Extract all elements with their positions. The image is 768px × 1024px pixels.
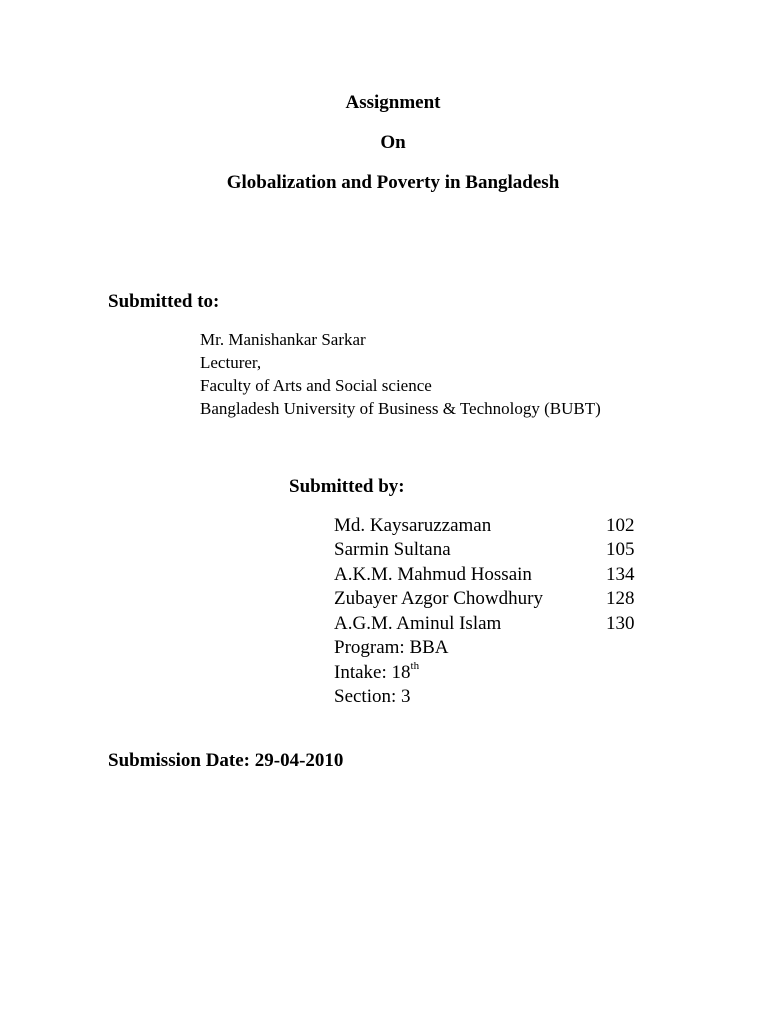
lecturer-name: Mr. Manishankar Sarkar (200, 330, 366, 349)
lecturer-university: Bangladesh University of Business & Technology (BUBT) (200, 399, 601, 418)
submitted-by-heading: Submitted by: (289, 476, 405, 497)
section: Section: 3 (334, 686, 411, 707)
member-name: Zubayer Azgor Chowdhury (334, 588, 543, 609)
lecturer-faculty: Faculty of Arts and Social science (200, 376, 432, 395)
program: Program: BBA (334, 637, 449, 658)
member-roll: 128 (606, 588, 635, 609)
member-roll: 134 (606, 564, 635, 585)
intake-label: Intake: 18 (334, 662, 411, 683)
intake (334, 661, 419, 685)
submitted-to-heading: Submitted to: (108, 291, 220, 312)
member-roll: 102 (606, 515, 635, 536)
member-name: Sarmin Sultana (334, 539, 451, 560)
member-name: Md. Kaysaruzzaman (334, 515, 492, 536)
title-assignment: Assignment (345, 92, 441, 113)
member-name: A.K.M. Mahmud Hossain (334, 564, 532, 585)
member-roll: 105 (606, 539, 635, 560)
member-name: A.G.M. Aminul Islam (334, 613, 502, 634)
lecturer-designation: Lecturer, (200, 353, 262, 372)
submission-date: Submission Date: 29-04-2010 (108, 750, 344, 771)
member-roll: 130 (606, 613, 635, 634)
title-on: On (380, 132, 406, 153)
intake-suffix: th (410, 659, 420, 672)
title-topic: Globalization and Poverty in Bangladesh (226, 172, 560, 193)
